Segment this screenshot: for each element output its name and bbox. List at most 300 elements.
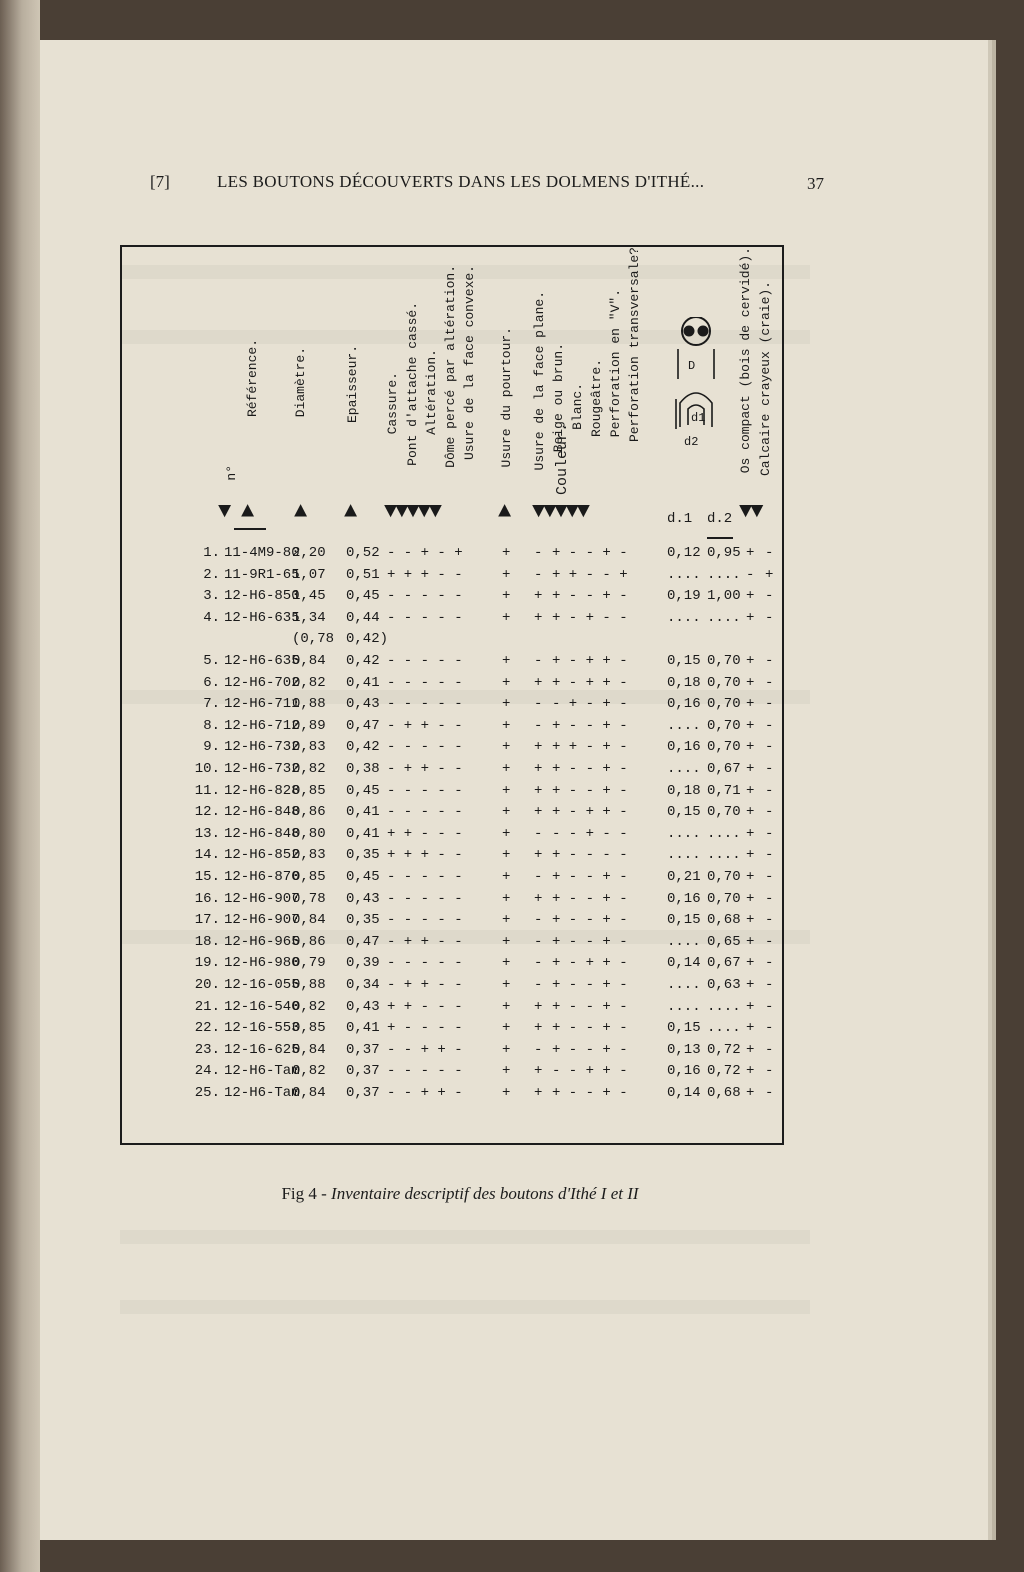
cell-up: + (502, 761, 511, 777)
cell-dia: 0,85 (292, 869, 326, 885)
cell-n: 22. (194, 1020, 220, 1037)
col-header-calcaire: Calcaire crayeux (craie). (758, 281, 773, 477)
table-row (122, 758, 782, 781)
cell-n: 8. (203, 717, 220, 734)
cell-uf: + (534, 782, 543, 799)
cell-ca: - (765, 804, 774, 821)
cell-ref: 12-H6-980 (224, 955, 300, 972)
cell-ref: 12-H6-Tam (224, 1063, 300, 1080)
cell-os: + (746, 1085, 755, 1101)
cell-ca: - (765, 869, 774, 885)
cell-ca: - (765, 696, 774, 713)
cell-ref: 12-16-625 (224, 1041, 300, 1058)
cell-dia: 1,34 (292, 609, 326, 626)
table-row (122, 866, 782, 889)
cell-marks: - + + - - (387, 977, 463, 993)
cell-ref: 12-H6-965 (224, 933, 300, 950)
cell-d2: .... (707, 566, 741, 583)
cell-marks: - - - - - (387, 955, 463, 972)
cell-uf: - (534, 825, 543, 842)
col-header-d2: d.2 (707, 511, 733, 527)
cell-ref: 12-H6-635 (224, 609, 300, 626)
down-arrow-marker: ▼ (218, 499, 232, 524)
cell-dia: 0,82 (292, 761, 326, 777)
cell-dia: 0,85 (292, 1020, 326, 1037)
cell-marks: - - - - - (387, 696, 463, 713)
cell-marks: - + + - - (387, 717, 463, 734)
cell-os: + (746, 977, 755, 993)
table-row (122, 693, 782, 716)
col-header-n: n° (224, 465, 239, 481)
cell-d1: 0,16 (667, 696, 701, 713)
down-arrow-markers-group: ▼▼▼▼▼ (384, 499, 441, 524)
cell-ep: 0,41 (346, 674, 380, 691)
cell-ref: 12-H6-702 (224, 674, 300, 691)
cell-d1: 0,15 (667, 653, 701, 669)
cell-ep: 0,42) (346, 631, 389, 648)
col-header-os: Os compact (bois de cervidé). (738, 247, 753, 474)
cell-col: + - - + - (552, 545, 628, 561)
cell-ref: 12-16-540 (224, 998, 300, 1015)
facing-page-edge (0, 0, 40, 1572)
cell-marks: - - - - - (387, 804, 463, 821)
cell-os: + (746, 653, 755, 669)
cell-ref: 12-H6-907 (224, 912, 300, 929)
cell-n: 18. (194, 933, 220, 950)
cell-n: 11. (194, 782, 220, 799)
cell-ref: 12-H6-848 (224, 804, 300, 821)
cell-marks: - - + + - (387, 1085, 463, 1101)
cell-os: + (746, 1063, 755, 1080)
table-row (122, 823, 782, 846)
col-header-pont: Pont d'attache cassé. (405, 302, 420, 466)
cell-marks: - - + - + (387, 545, 463, 561)
col-header-usure-convexe: Usure de la face convexe. (462, 265, 477, 461)
table-row (122, 780, 782, 803)
cell-ca: - (765, 674, 774, 691)
cell-os: + (746, 804, 755, 821)
cell-ca: - (765, 933, 774, 950)
cell-marks: - + + - - (387, 761, 463, 777)
cell-dia: 0,86 (292, 933, 326, 950)
cell-d1: 0,21 (667, 869, 701, 885)
cell-os: + (746, 825, 755, 842)
cell-up: + (502, 1041, 511, 1058)
cell-d2: 0,70 (707, 804, 741, 821)
cell-dia: 0,88 (292, 977, 326, 993)
cell-d1: .... (667, 847, 701, 864)
table-row (122, 715, 782, 738)
cell-marks: - - + + - (387, 1041, 463, 1058)
col-header-dome: Dôme percé par altération. (443, 265, 458, 468)
cell-d1: 0,19 (667, 588, 701, 605)
cell-ep: 0,37 (346, 1085, 380, 1101)
cell-marks: - - - - - (387, 890, 463, 907)
diagram-label-D: D (688, 359, 696, 373)
underline (234, 528, 266, 530)
cell-ref: 12-H6-848 (224, 825, 300, 842)
cell-ca: - (765, 890, 774, 907)
cell-d2: 0,67 (707, 955, 741, 972)
cell-n: 24. (194, 1063, 220, 1080)
table-row (122, 650, 782, 673)
cell-ca: - (765, 825, 774, 842)
col-header-diametre: Diamètre. (293, 347, 308, 418)
cell-d1: .... (667, 761, 701, 777)
cell-os: + (746, 739, 755, 756)
cell-ep: 0,43 (346, 890, 380, 907)
cell-col: + + - - + (552, 566, 628, 583)
cell-ep: 0,45 (346, 869, 380, 885)
cell-dia: 0,82 (292, 998, 326, 1015)
cell-ep: 0,37 (346, 1063, 380, 1080)
cell-col: + - - + - (552, 1041, 628, 1058)
cell-os: + (746, 674, 755, 691)
cell-n: 17. (194, 912, 220, 929)
table-row (122, 909, 782, 932)
cell-dia: 0,84 (292, 912, 326, 929)
col-header-perforation-v: Perforation en "V". (608, 289, 623, 438)
cell-ref: 12-H6-Tam (224, 1085, 300, 1101)
cell-d1: .... (667, 566, 701, 583)
cell-ep: 0,35 (346, 847, 380, 864)
cell-marks: - - - - - (387, 739, 463, 756)
cell-uf: + (534, 1020, 543, 1037)
cell-col: + - + - - (552, 609, 628, 626)
cell-marks: + + + - - (387, 566, 463, 583)
cell-col: + - - + - (552, 1020, 628, 1037)
cell-d1: 0,16 (667, 739, 701, 756)
cell-os: + (746, 933, 755, 950)
cell-ep: 0,35 (346, 912, 380, 929)
figure-caption (160, 1184, 760, 1204)
cell-d2: 0,70 (707, 869, 741, 885)
cell-ep: 0,44 (346, 609, 380, 626)
table-row (122, 672, 782, 695)
cell-os: + (746, 696, 755, 713)
button-diagram (662, 317, 742, 452)
cell-d1: 0,14 (667, 1085, 701, 1101)
cell-uf: + (534, 847, 543, 864)
cell-ref: 12-H6-732 (224, 761, 300, 777)
cell-dia: 0,84 (292, 1085, 326, 1101)
cell-dia: 0,79 (292, 955, 326, 972)
cell-d1: .... (667, 998, 701, 1015)
cell-ca: - (765, 1085, 774, 1101)
cell-uf: - (534, 696, 543, 713)
cell-n: 5. (203, 653, 220, 669)
cell-up: + (502, 609, 511, 626)
cell-ca: - (765, 782, 774, 799)
cell-d2: .... (707, 998, 741, 1015)
cell-ep: 0,43 (346, 998, 380, 1015)
cell-n: 13. (194, 825, 220, 842)
up-arrow-marker: ▲ (498, 499, 512, 524)
cell-ca: - (765, 1041, 774, 1058)
cell-n: 3. (203, 588, 220, 605)
cell-os: - (746, 566, 755, 583)
table-row (122, 542, 782, 565)
cell-col: - - + - - (552, 825, 628, 842)
cell-marks: - - - - - (387, 782, 463, 799)
cell-d1: 0,16 (667, 1063, 701, 1080)
cell-dia: 0,84 (292, 653, 326, 669)
cell-ep: 0,47 (346, 933, 380, 950)
cell-os: + (746, 998, 755, 1015)
cell-ep: 0,51 (346, 566, 380, 583)
cell-n: 23. (194, 1041, 220, 1058)
table-row (122, 607, 782, 630)
cell-n: 25. (194, 1085, 220, 1101)
cell-os: + (746, 890, 755, 907)
cell-ep: 0,45 (346, 588, 380, 605)
cell-ref: 12-H6-712 (224, 717, 300, 734)
col-header-rougeatre: Rougeâtre. (589, 359, 604, 438)
cell-ca: - (765, 912, 774, 929)
cell-marks: - - - - - (387, 609, 463, 626)
cell-dia: 0,88 (292, 696, 326, 713)
cell-dia: 0,82 (292, 674, 326, 691)
running-title: LES BOUTONS DÉCOUVERTS DANS LES DOLMENS D'ITHÉ... (217, 172, 705, 191)
cell-d1: 0,15 (667, 912, 701, 929)
cell-uf: - (534, 869, 543, 885)
cell-ca: - (765, 653, 774, 669)
cell-d1: .... (667, 977, 701, 993)
table-row (122, 888, 782, 911)
cell-uf: + (534, 890, 543, 907)
bleed-through-shading (120, 1230, 810, 1244)
cell-os: + (746, 588, 755, 605)
cell-dia: 2,20 (292, 545, 326, 561)
cell-d1: 0,13 (667, 1041, 701, 1058)
cell-ep: 0,42 (346, 653, 380, 669)
cell-dia: 1,07 (292, 566, 326, 583)
cell-os: + (746, 782, 755, 799)
cell-ref: 12-H6-907 (224, 890, 300, 907)
button-top-view (682, 317, 710, 345)
cell-ref: 11-4M9-80 (224, 545, 300, 561)
table-row (122, 996, 782, 1019)
cell-marks: + - - - - (387, 1020, 463, 1037)
cell-ep: 0,41 (346, 1020, 380, 1037)
cell-up: + (502, 955, 511, 972)
cell-d1: 0,12 (667, 545, 701, 561)
cell-ep: 0,43 (346, 696, 380, 713)
cell-ca: - (765, 998, 774, 1015)
col-header-epaisseur: Epaisseur. (345, 345, 360, 424)
cell-dia: 1,45 (292, 588, 326, 605)
cell-dia: 0,80 (292, 825, 326, 842)
cell-col: + - - + - (552, 1085, 628, 1101)
cell-ep: 0,41 (346, 804, 380, 821)
cell-d2: 0,70 (707, 717, 741, 734)
cell-ep: 0,52 (346, 545, 380, 561)
cell-col: + - - + - (552, 912, 628, 929)
cell-ref: 12-H6-870 (224, 869, 300, 885)
cell-d1: .... (667, 717, 701, 734)
cell-col: + - - + - (552, 998, 628, 1015)
cell-up: + (502, 933, 511, 950)
cell-ca: - (765, 977, 774, 993)
cell-col: + + - + - (552, 739, 628, 756)
section-number: [7] (150, 172, 170, 191)
up-arrow-marker: ▲ (344, 499, 358, 524)
cell-ep: 0,39 (346, 955, 380, 972)
cell-os: + (746, 717, 755, 734)
cell-marks: - + + - - (387, 933, 463, 950)
bleed-through-shading (120, 1300, 810, 1314)
cell-d2: 0,70 (707, 739, 741, 756)
cell-n: 15. (194, 869, 220, 885)
cell-d2: 0,70 (707, 696, 741, 713)
cell-col: + - - + - (552, 869, 628, 885)
cell-d1: .... (667, 825, 701, 842)
cell-d2: 0,95 (707, 545, 741, 561)
cell-n: 20. (194, 977, 220, 993)
cell-dia: 0,89 (292, 717, 326, 734)
cell-ref: 12-H6-828 (224, 782, 300, 799)
cell-n: 2. (203, 566, 220, 583)
cell-os: + (746, 847, 755, 864)
table-row (122, 1060, 782, 1083)
cell-uf: - (534, 912, 543, 929)
cell-up: + (502, 977, 511, 993)
cell-marks: - - - - - (387, 588, 463, 605)
cell-col: + - - + - (552, 933, 628, 950)
table-row (122, 952, 782, 975)
cell-n: 14. (194, 847, 220, 864)
cell-d2: 0,70 (707, 653, 741, 669)
cell-d2: 0,67 (707, 761, 741, 777)
cell-ep: 0,34 (346, 977, 380, 993)
cell-os: + (746, 869, 755, 885)
cell-ca: - (765, 1020, 774, 1037)
cell-dia: 0,82 (292, 1063, 326, 1080)
table-row (122, 1082, 782, 1105)
cell-ca: - (765, 761, 774, 777)
cell-dia: 0,78 (292, 890, 326, 907)
cell-d2: 0,68 (707, 1085, 741, 1101)
page-header (150, 172, 824, 196)
cell-marks: - - - - - (387, 912, 463, 929)
page-number: 37 (807, 174, 824, 193)
cell-col: + - - + - (552, 782, 628, 799)
cell-d1: 0,18 (667, 674, 701, 691)
cell-os: + (746, 609, 755, 626)
cell-ca: - (765, 955, 774, 972)
cell-uf: + (534, 998, 543, 1015)
col-header-cassure: Cassure. (385, 372, 400, 435)
cell-col: + - - - - (552, 847, 628, 864)
cell-os: + (746, 1041, 755, 1058)
table-row (122, 844, 782, 867)
cell-d1: .... (667, 609, 701, 626)
table-row (122, 736, 782, 759)
col-header-beige: Beige ou brun. (551, 343, 566, 453)
cell-marks: - - - - - (387, 653, 463, 669)
cell-up: + (502, 869, 511, 885)
cell-col: + - - + - (552, 761, 628, 777)
caption-text: Inventaire descriptif des boutons d'Ithé I et II (331, 1184, 639, 1203)
cell-up: + (502, 804, 511, 821)
cell-uf: - (534, 933, 543, 950)
col-header-perforation-t: Perforation transversale? (627, 247, 642, 443)
cell-ca: - (765, 847, 774, 864)
cell-ep: 0,45 (346, 782, 380, 799)
cell-up: + (502, 847, 511, 864)
col-header-reference: Référence. (245, 339, 260, 418)
cell-n: 21. (194, 998, 220, 1015)
cell-n: 7. (203, 696, 220, 713)
cell-os: + (746, 1020, 755, 1037)
cell-d2: 0,70 (707, 674, 741, 691)
cell-up: + (502, 566, 511, 583)
cell-ref: 12-H6-711 (224, 696, 300, 713)
cell-col: + - - + - (552, 717, 628, 734)
cell-n: 16. (194, 890, 220, 907)
cell-ref: 11-9R1-65 (224, 566, 300, 583)
cell-marks: - - - - - (387, 1063, 463, 1080)
cell-d2: 0,65 (707, 933, 741, 950)
cell-col: - - + + - (552, 1063, 628, 1080)
cell-uf: + (534, 804, 543, 821)
diagram-label-d2: d2 (684, 435, 699, 449)
cell-n: 10. (194, 761, 220, 777)
down-arrow-markers-group: ▼▼▼▼▼ (532, 499, 589, 524)
cell-ref: 12-H6-732 (224, 739, 300, 756)
cell-os: + (746, 545, 755, 561)
col-header-d1: d.1 (667, 511, 693, 527)
cell-up: + (502, 1063, 511, 1080)
cell-ca: - (765, 717, 774, 734)
cell-d2: 0,70 (707, 890, 741, 907)
cell-col: - + - + - (552, 696, 628, 713)
cell-up: + (502, 1085, 511, 1101)
cell-n: 19. (194, 955, 220, 972)
cell-up: + (502, 696, 511, 713)
cell-dia: 0,85 (292, 782, 326, 799)
cell-n: 1. (203, 545, 220, 561)
cell-uf: + (534, 761, 543, 777)
cell-n: 6. (203, 674, 220, 691)
cell-uf: - (534, 977, 543, 993)
cell-d2: 1,00 (707, 588, 741, 605)
cell-d2: .... (707, 825, 741, 842)
cell-uf: + (534, 588, 543, 605)
cell-os: + (746, 955, 755, 972)
cell-marks: + + - - - (387, 998, 463, 1015)
table-row (122, 801, 782, 824)
cell-ep: 0,37 (346, 1041, 380, 1058)
cell-marks: + + + - - (387, 847, 463, 864)
cell-ca: + (765, 566, 774, 583)
cell-uf: + (534, 674, 543, 691)
cell-up: + (502, 674, 511, 691)
cell-col: + - + + - (552, 653, 628, 669)
cell-d1: 0,16 (667, 890, 701, 907)
cell-ep: 0,41 (346, 825, 380, 842)
cell-uf: - (534, 566, 543, 583)
cell-ref: 12-H6-852 (224, 847, 300, 864)
cell-up: + (502, 545, 511, 561)
cell-up: + (502, 653, 511, 669)
cell-d2: 0,71 (707, 782, 741, 799)
cell-dia: (0,78 (292, 631, 335, 648)
cell-d2: 0,72 (707, 1041, 741, 1058)
cell-ref: 12-H6-635 (224, 653, 300, 669)
table-row (122, 1039, 782, 1062)
cell-ep: 0,47 (346, 717, 380, 734)
